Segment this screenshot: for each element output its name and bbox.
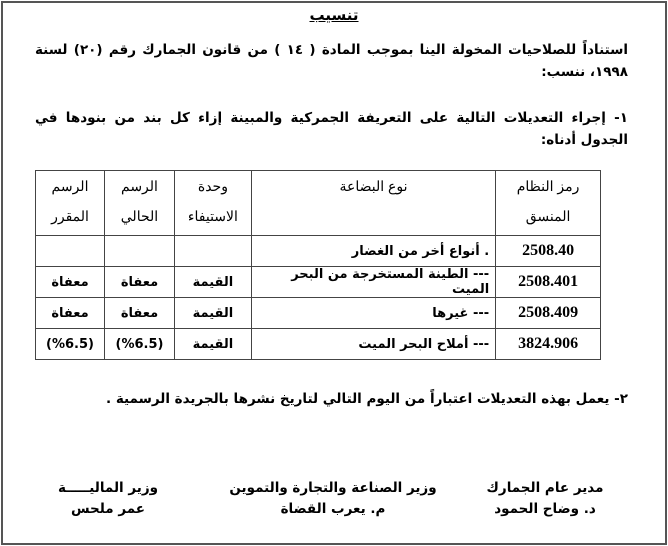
header-hs-code: رمز النظام المنسق — [496, 171, 601, 236]
signature-finance-minister — [43, 478, 173, 520]
item-2-paragraph: ٢- يعمل بهذه التعديلات اعتباراً من اليوم التالي لتاريخ نشرها بالجريدة الرسمية . — [106, 391, 628, 407]
cell-code: 2508.40 — [496, 236, 601, 267]
cell-current: (%6.5) — [105, 329, 175, 360]
table-header-row — [36, 171, 601, 236]
signature-role: وزير الصناعة والتجارة والتموين — [229, 480, 437, 496]
cell-unit: القيمة — [174, 329, 251, 360]
signature-name: م. يعرب القضاة — [280, 501, 386, 517]
tariff-table — [35, 170, 601, 360]
cell-current — [105, 236, 175, 267]
document-title: تنسيب — [309, 6, 359, 24]
signature-customs-director — [470, 478, 620, 520]
cell-new — [36, 236, 105, 267]
table-row — [36, 329, 601, 360]
cell-unit: القيمة — [174, 298, 251, 329]
table-row — [36, 267, 601, 298]
cell-new: (%6.5) — [36, 329, 105, 360]
cell-unit: القيمة — [174, 267, 251, 298]
cell-new: معفاة — [36, 267, 105, 298]
signature-role: مدير عام الجمارك — [486, 480, 604, 496]
header-new-duty: الرسم المقرر — [36, 171, 105, 236]
table-row — [36, 236, 601, 267]
cell-goods: --- غيرها — [251, 298, 495, 329]
preamble-paragraph: استناداً للصلاحيات المخولة الينا بموجب المادة ( ١٤ ) من قانون الجمارك رقم (٢٠) لسنة ١٩٩٨، ننسب: — [35, 42, 628, 80]
cell-unit — [174, 236, 251, 267]
cell-current: معفاة — [105, 298, 175, 329]
cell-goods: . أنواع أخر من الغضار — [251, 236, 495, 267]
signature-industry-minister — [223, 478, 443, 520]
header-goods-type: نوع البضاعة — [251, 171, 495, 236]
signature-role: وزير الماليـــــة — [58, 480, 158, 496]
cell-code: 2508.401 — [496, 267, 601, 298]
header-current-duty: الرسم الحالي — [105, 171, 175, 236]
signature-name: عمر ملحس — [70, 501, 146, 517]
table-row — [36, 298, 601, 329]
cell-goods: --- الطينة المستخرجة من البحر الميت — [251, 267, 495, 298]
cell-new: معفاة — [36, 298, 105, 329]
header-collection-unit: وحدة الاستيفاء — [174, 171, 251, 236]
cell-current: معفاة — [105, 267, 175, 298]
cell-code: 3824.906 — [496, 329, 601, 360]
cell-goods: --- أملاح البحر الميت — [251, 329, 495, 360]
signature-name: د. وضاح الحمود — [494, 501, 596, 517]
item-1-paragraph: ١- إجراء التعديلات التالية على التعريفة الجمركية والمبينة إزاء كل بند من بنودها في الجدول أدناه: — [35, 110, 628, 148]
cell-code: 2508.409 — [496, 298, 601, 329]
